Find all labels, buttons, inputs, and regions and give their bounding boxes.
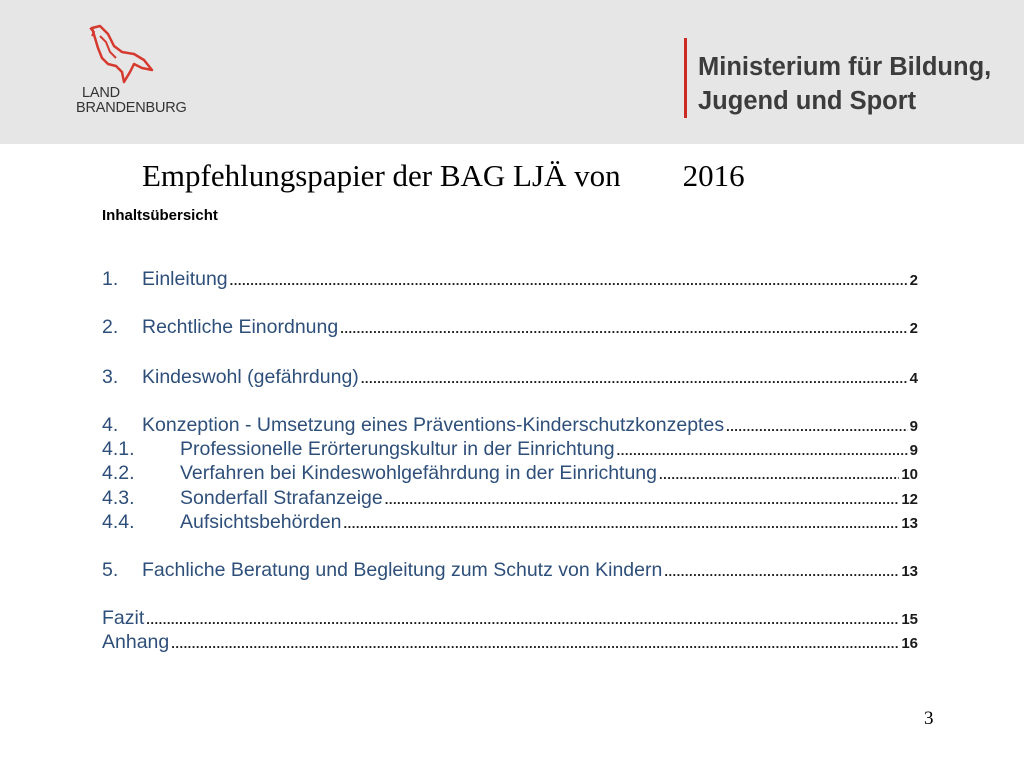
slide-title: Empfehlungspapier der BAG LJÄ von 2016 [142,158,745,193]
toc-entry-title: Professionelle Erörterungskultur in der Einrichtung [180,438,615,460]
toc-leader-dots [146,612,899,627]
ministry-line-1: Ministerium für Bildung, [698,53,992,81]
toc-entry-title: Fachliche Beratung und Begleitung zum Schutz von Kindern [142,559,663,581]
toc-entry-number: 4.3. [102,487,135,509]
toc-entry-number: 4. [102,414,119,436]
toc-entry-page: 13 [901,515,918,532]
red-eagle-icon [86,24,156,86]
toc-leader-dots [361,371,908,386]
toc-leader-dots [617,443,908,458]
toc-entry-page: 10 [901,466,918,483]
toc-entry [102,268,918,292]
toc-leader-dots [230,273,908,288]
toc-entry [102,511,918,535]
toc-entry [102,631,918,655]
toc-leader-dots [385,492,900,507]
land-brandenburg-logo [70,24,200,120]
toc-entry-title: Fazit [102,607,145,629]
toc-leader-dots [664,564,899,579]
toc-entry-title: Anhang [102,631,170,653]
toc-entry-number: 3. [102,366,119,388]
toc-entry-page: 9 [909,442,918,459]
logo-line-brandenburg: BRANDENBURG [76,100,187,116]
toc-entry-number: 2. [102,316,119,338]
toc-entry-page: 2 [909,272,918,289]
toc-leader-dots [659,467,899,482]
toc-entry [102,487,918,511]
toc-entry-page: 2 [909,320,918,337]
toc-entry-page: 16 [901,635,918,652]
toc-entry-title: Verfahren bei Kindeswohlgefährdung in der Einrichtung [180,462,657,484]
toc-entry [102,366,918,390]
toc-heading: Inhaltsübersicht [102,207,218,224]
toc-entry [102,559,918,583]
toc-entry-title: Rechtliche Einordnung [142,316,339,338]
toc-entry [102,607,918,631]
toc-leader-dots [344,516,900,531]
toc-entry-number: 1. [102,268,119,290]
logo-line-land: LAND [82,85,120,101]
toc-entry-title: Kindeswohl (gefährdung) [142,366,359,388]
toc-entry-page: 9 [909,418,918,435]
toc-entry-page: 15 [901,611,918,628]
toc-entry-title: Einleitung [142,268,228,290]
toc-entry-title: Sonderfall Strafanzeige [180,487,383,509]
toc-entry [102,414,918,438]
toc-leader-dots [171,636,899,651]
toc-entry-title: Aufsichtsbehörden [180,511,342,533]
toc-entry [102,438,918,462]
toc-entry-number: 4.1. [102,438,135,460]
toc-entry-page: 4 [909,370,918,387]
toc-leader-dots [340,321,907,336]
toc-entry-page: 13 [901,563,918,580]
toc-entry [102,316,918,340]
slide-number: 3 [924,708,934,729]
ministry-line-2: Jugend und Sport [698,87,917,115]
toc-entry [102,462,918,486]
header-banner [0,0,1024,144]
toc-entry-number: 4.4. [102,511,135,533]
toc-entry-title: Konzeption - Umsetzung eines Präventions-Kinderschutzkonzeptes [142,414,725,436]
ministry-name [698,50,991,118]
toc-entry-number: 4.2. [102,462,135,484]
toc-entry-number: 5. [102,559,119,581]
toc-entry-page: 12 [901,491,918,508]
toc-leader-dots [726,419,908,434]
header-divider [684,38,687,118]
